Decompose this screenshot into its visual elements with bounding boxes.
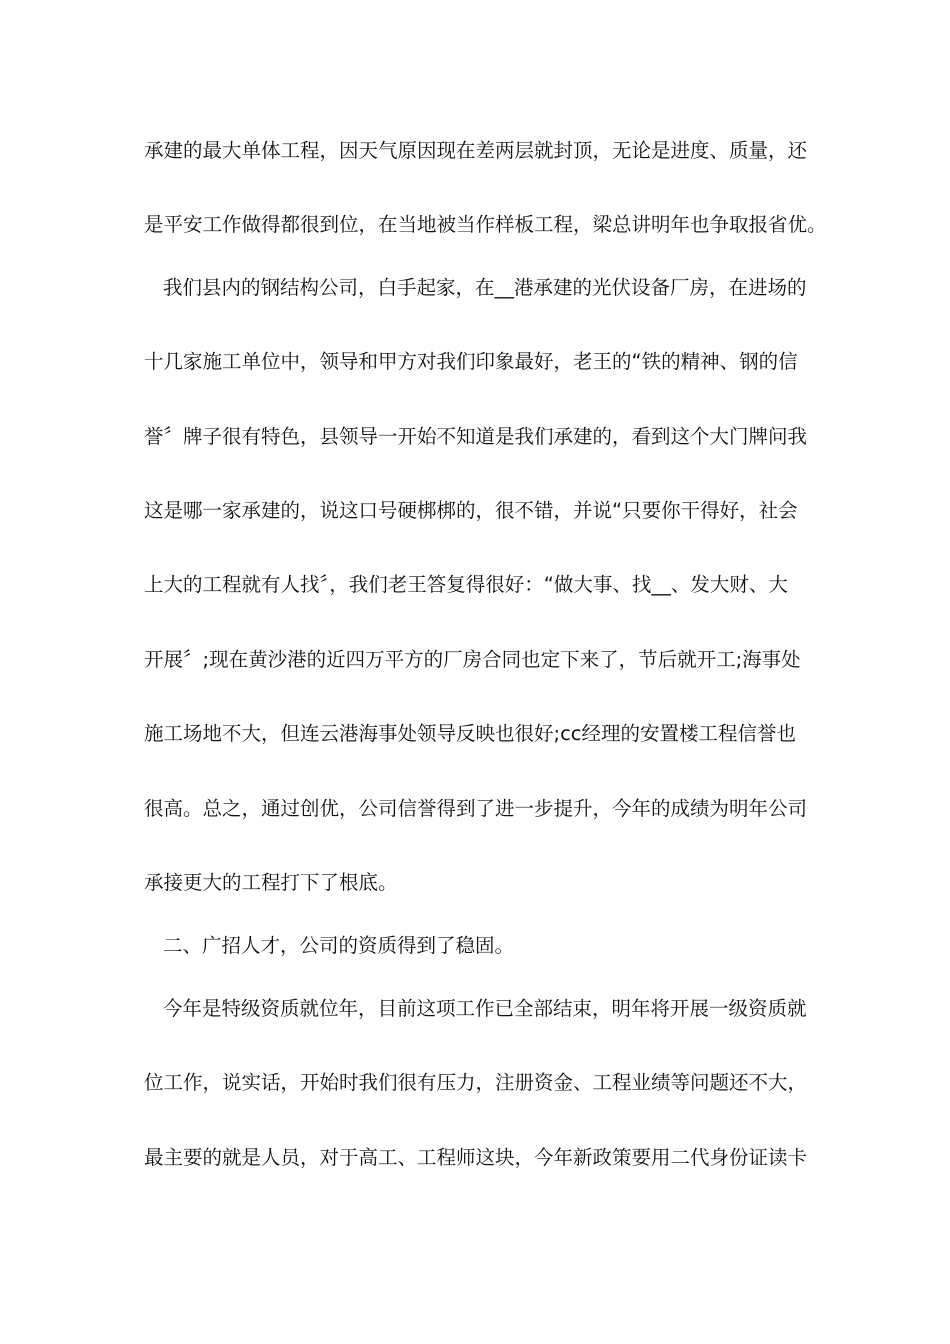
text-line: 开展〞;现在黄沙港的近四万平方的厂房合同也定下来了，节后就开工;海事处	[144, 648, 801, 671]
text-line: 承建的最大单体工程，因天气原因现在差两层就封顶，无论是进度、质量，还	[144, 139, 808, 162]
text-line: 上大的工程就有人找〞，我们老王答复得很好：“做大事、找__、发大财、大	[144, 573, 788, 596]
text-line: 施工场地不大，但连云港海事处领导反映也很好;cc经理的安置楼工程信誉也	[144, 722, 797, 745]
text-line: 承接更大的工程打下了根底。	[144, 871, 398, 894]
text-line: 这是哪一家承建的，说这口号硬梆梆的，很不错，并说“只要你干得好，社会	[144, 499, 798, 522]
text-line: 位工作，说实话，开始时我们很有压力，注册资金、工程业绩等问题还不大，	[144, 1071, 808, 1094]
text-line: 最主要的就是人员，对于高工、工程师这块，今年新政策要用二代身份证读卡	[144, 1146, 808, 1169]
text-line: 十几家施工单位中，领导和甲方对我们印象最好，老王的“铁的精神、钢的信	[144, 350, 798, 373]
paragraph-start-line: 今年是特级资质就位年，目前这项工作已全部结束，明年将开展一级资质就	[163, 997, 807, 1020]
paragraph-start-line: 我们县内的钢结构公司，白手起家，在__港承建的光伏设备厂房，在进场的	[163, 276, 807, 299]
text-line: 是平安工作做得都很到位，在当地被当作样板工程，梁总讲明年也争取报省优。	[144, 213, 827, 236]
section-heading: 二、广招人才，公司的资质得到了稳固。	[163, 934, 515, 957]
text-line: 很高。总之，通过创优，公司信誉得到了进一步提升，今年的成绩为明年公司	[144, 797, 808, 820]
text-line: 誉〞牌子很有特色，县领导一开始不知道是我们承建的，看到这个大门牌问我	[144, 425, 808, 448]
